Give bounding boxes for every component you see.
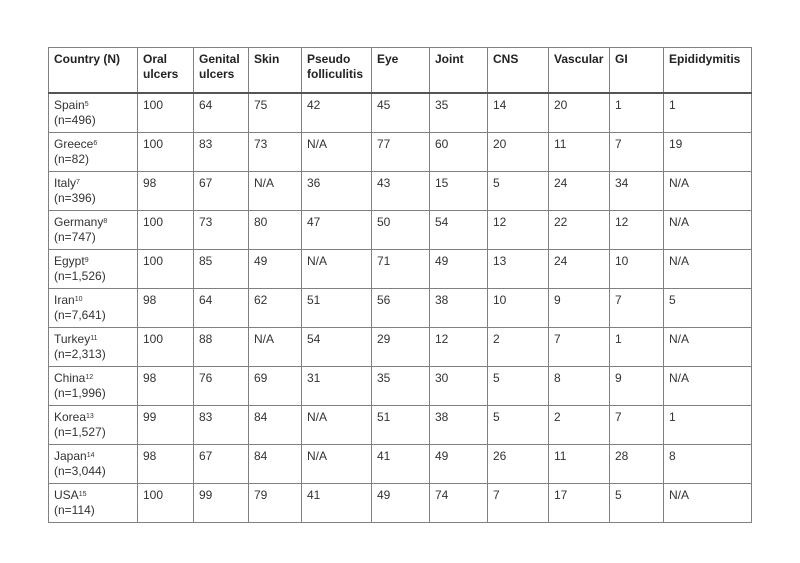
country-name: Spain bbox=[54, 98, 85, 112]
header-skin: Skin bbox=[249, 48, 302, 94]
header-joint: Joint bbox=[430, 48, 488, 94]
header-epididymitis: Epididymitis bbox=[664, 48, 752, 94]
sample-size: (n=747) bbox=[54, 230, 96, 244]
table-row bbox=[49, 133, 752, 172]
value-cell: 69 bbox=[249, 367, 302, 406]
value-cell: 15 bbox=[430, 172, 488, 211]
value-cell: 71 bbox=[372, 250, 430, 289]
country-cell bbox=[49, 211, 138, 250]
value-cell: 47 bbox=[302, 211, 372, 250]
value-cell: 80 bbox=[249, 211, 302, 250]
value-cell: 2 bbox=[549, 406, 610, 445]
sample-size: (n=7,641) bbox=[54, 308, 106, 322]
table-row bbox=[49, 289, 752, 328]
sample-size: (n=1,526) bbox=[54, 269, 106, 283]
value-cell: 41 bbox=[302, 484, 372, 523]
value-cell: 100 bbox=[138, 211, 194, 250]
reference-number: 13 bbox=[86, 413, 94, 420]
value-cell: 12 bbox=[610, 211, 664, 250]
value-cell: 83 bbox=[194, 406, 249, 445]
value-cell: 99 bbox=[138, 406, 194, 445]
value-cell: 35 bbox=[430, 93, 488, 133]
value-cell: 100 bbox=[138, 93, 194, 133]
value-cell: 99 bbox=[194, 484, 249, 523]
header-vascular: Vascular bbox=[549, 48, 610, 94]
reference-number: 10 bbox=[74, 296, 83, 303]
reference-number: 6 bbox=[93, 140, 98, 147]
value-cell: 76 bbox=[194, 367, 249, 406]
country-cell bbox=[49, 250, 138, 289]
country-cell bbox=[49, 445, 138, 484]
value-cell: 9 bbox=[610, 367, 664, 406]
sample-size: (n=1,996) bbox=[54, 386, 106, 400]
header-row bbox=[49, 48, 752, 94]
value-cell: 74 bbox=[430, 484, 488, 523]
value-cell: 77 bbox=[372, 133, 430, 172]
value-cell: 38 bbox=[430, 406, 488, 445]
value-cell: 54 bbox=[302, 328, 372, 367]
value-cell: 13 bbox=[488, 250, 549, 289]
value-cell: 83 bbox=[194, 133, 249, 172]
reference-number: 5 bbox=[84, 101, 89, 108]
value-cell: N/A bbox=[302, 406, 372, 445]
value-cell: 64 bbox=[194, 93, 249, 133]
country-cell bbox=[49, 172, 138, 211]
sample-size: (n=82) bbox=[54, 152, 90, 166]
value-cell: 45 bbox=[372, 93, 430, 133]
value-cell: 8 bbox=[549, 367, 610, 406]
country-name: China bbox=[54, 371, 86, 385]
sample-size: (n=396) bbox=[54, 191, 96, 205]
table-row bbox=[49, 445, 752, 484]
country-cell bbox=[49, 328, 138, 367]
header-pseudo-folliculitis: Pseudo folliculitis bbox=[302, 48, 372, 94]
value-cell: N/A bbox=[302, 445, 372, 484]
value-cell: 49 bbox=[249, 250, 302, 289]
value-cell: 1 bbox=[664, 406, 752, 445]
value-cell: 51 bbox=[302, 289, 372, 328]
value-cell: N/A bbox=[664, 250, 752, 289]
country-name: Italy bbox=[54, 176, 77, 190]
value-cell: 8 bbox=[664, 445, 752, 484]
header-gi: GI bbox=[610, 48, 664, 94]
value-cell: N/A bbox=[302, 250, 372, 289]
value-cell: 98 bbox=[138, 289, 194, 328]
table-row bbox=[49, 367, 752, 406]
value-cell: 5 bbox=[664, 289, 752, 328]
value-cell: N/A bbox=[302, 133, 372, 172]
value-cell: 12 bbox=[488, 211, 549, 250]
reference-number: 15 bbox=[78, 491, 87, 498]
value-cell: 100 bbox=[138, 133, 194, 172]
value-cell: 100 bbox=[138, 328, 194, 367]
value-cell: 5 bbox=[610, 484, 664, 523]
reference-number: 9 bbox=[84, 257, 89, 264]
country-name: USA bbox=[54, 488, 79, 502]
value-cell: 34 bbox=[610, 172, 664, 211]
value-cell: 38 bbox=[430, 289, 488, 328]
value-cell: 14 bbox=[488, 93, 549, 133]
value-cell: 79 bbox=[249, 484, 302, 523]
value-cell: 98 bbox=[138, 172, 194, 211]
value-cell: 51 bbox=[372, 406, 430, 445]
table-body bbox=[49, 93, 752, 523]
value-cell: 67 bbox=[194, 445, 249, 484]
value-cell: 24 bbox=[549, 250, 610, 289]
value-cell: 20 bbox=[488, 133, 549, 172]
value-cell: 7 bbox=[610, 406, 664, 445]
country-name: Germany bbox=[54, 215, 104, 229]
country-cell bbox=[49, 367, 138, 406]
value-cell: 100 bbox=[138, 484, 194, 523]
value-cell: N/A bbox=[249, 172, 302, 211]
header-genital-ulcers: Genital ulcers bbox=[194, 48, 249, 94]
country-name: Egypt bbox=[54, 254, 85, 268]
value-cell: 50 bbox=[372, 211, 430, 250]
country-name: Turkey bbox=[54, 332, 91, 346]
value-cell: 9 bbox=[549, 289, 610, 328]
value-cell: 5 bbox=[488, 367, 549, 406]
value-cell: N/A bbox=[664, 328, 752, 367]
country-cell bbox=[49, 93, 138, 133]
value-cell: 100 bbox=[138, 250, 194, 289]
value-cell: 31 bbox=[302, 367, 372, 406]
value-cell: 73 bbox=[249, 133, 302, 172]
value-cell: 1 bbox=[664, 93, 752, 133]
value-cell: 60 bbox=[430, 133, 488, 172]
table-row bbox=[49, 406, 752, 445]
value-cell: 43 bbox=[372, 172, 430, 211]
sample-size: (n=496) bbox=[54, 113, 96, 127]
value-cell: 17 bbox=[549, 484, 610, 523]
value-cell: 54 bbox=[430, 211, 488, 250]
reference-number: 14 bbox=[86, 452, 95, 459]
value-cell: 19 bbox=[664, 133, 752, 172]
value-cell: 49 bbox=[430, 445, 488, 484]
value-cell: N/A bbox=[664, 367, 752, 406]
value-cell: 88 bbox=[194, 328, 249, 367]
country-name: Iran bbox=[54, 293, 75, 307]
country-cell bbox=[49, 133, 138, 172]
value-cell: N/A bbox=[664, 211, 752, 250]
value-cell: 49 bbox=[430, 250, 488, 289]
value-cell: 26 bbox=[488, 445, 549, 484]
value-cell: 7 bbox=[610, 133, 664, 172]
table-row bbox=[49, 211, 752, 250]
reference-number: 7 bbox=[76, 179, 80, 186]
value-cell: 7 bbox=[549, 328, 610, 367]
value-cell: 36 bbox=[302, 172, 372, 211]
country-cell bbox=[49, 289, 138, 328]
value-cell: 98 bbox=[138, 445, 194, 484]
value-cell: 12 bbox=[430, 328, 488, 367]
sample-size: (n=114) bbox=[54, 503, 95, 517]
value-cell: N/A bbox=[664, 484, 752, 523]
data-table bbox=[48, 47, 752, 523]
table-row bbox=[49, 484, 752, 523]
value-cell: 85 bbox=[194, 250, 249, 289]
header-cns: CNS bbox=[488, 48, 549, 94]
value-cell: N/A bbox=[664, 172, 752, 211]
value-cell: 35 bbox=[372, 367, 430, 406]
value-cell: 84 bbox=[249, 406, 302, 445]
table-row bbox=[49, 250, 752, 289]
country-cell bbox=[49, 406, 138, 445]
reference-number: 8 bbox=[103, 218, 108, 225]
value-cell: 7 bbox=[610, 289, 664, 328]
value-cell: 7 bbox=[488, 484, 549, 523]
table-row bbox=[49, 93, 752, 133]
value-cell: 22 bbox=[549, 211, 610, 250]
sample-size: (n=3,044) bbox=[54, 464, 106, 478]
table-row bbox=[49, 328, 752, 367]
value-cell: 28 bbox=[610, 445, 664, 484]
value-cell: 2 bbox=[488, 328, 549, 367]
table-row bbox=[49, 172, 752, 211]
value-cell: 67 bbox=[194, 172, 249, 211]
sample-size: (n=1,527) bbox=[54, 425, 106, 439]
sample-size: (n=2,313) bbox=[54, 347, 106, 361]
reference-number: 11 bbox=[90, 335, 98, 342]
value-cell: 41 bbox=[372, 445, 430, 484]
value-cell: 1 bbox=[610, 93, 664, 133]
value-cell: 98 bbox=[138, 367, 194, 406]
country-name: Japan bbox=[54, 449, 87, 463]
header-country: Country (N) bbox=[49, 48, 138, 94]
header-eye: Eye bbox=[372, 48, 430, 94]
country-cell bbox=[49, 484, 138, 523]
value-cell: 64 bbox=[194, 289, 249, 328]
value-cell: 11 bbox=[549, 133, 610, 172]
value-cell: 75 bbox=[249, 93, 302, 133]
value-cell: 5 bbox=[488, 172, 549, 211]
value-cell: 30 bbox=[430, 367, 488, 406]
value-cell: 20 bbox=[549, 93, 610, 133]
value-cell: 29 bbox=[372, 328, 430, 367]
value-cell: 56 bbox=[372, 289, 430, 328]
value-cell: 84 bbox=[249, 445, 302, 484]
header-oral-ulcers: Oral ulcers bbox=[138, 48, 194, 94]
value-cell: 49 bbox=[372, 484, 430, 523]
value-cell: 10 bbox=[488, 289, 549, 328]
value-cell: 11 bbox=[549, 445, 610, 484]
value-cell: 1 bbox=[610, 328, 664, 367]
reference-number: 12 bbox=[85, 374, 94, 381]
value-cell: 24 bbox=[549, 172, 610, 211]
value-cell: 10 bbox=[610, 250, 664, 289]
value-cell: N/A bbox=[249, 328, 302, 367]
country-name: Greece bbox=[54, 137, 94, 151]
country-name: Korea bbox=[54, 410, 87, 424]
value-cell: 5 bbox=[488, 406, 549, 445]
value-cell: 73 bbox=[194, 211, 249, 250]
value-cell: 62 bbox=[249, 289, 302, 328]
value-cell: 42 bbox=[302, 93, 372, 133]
